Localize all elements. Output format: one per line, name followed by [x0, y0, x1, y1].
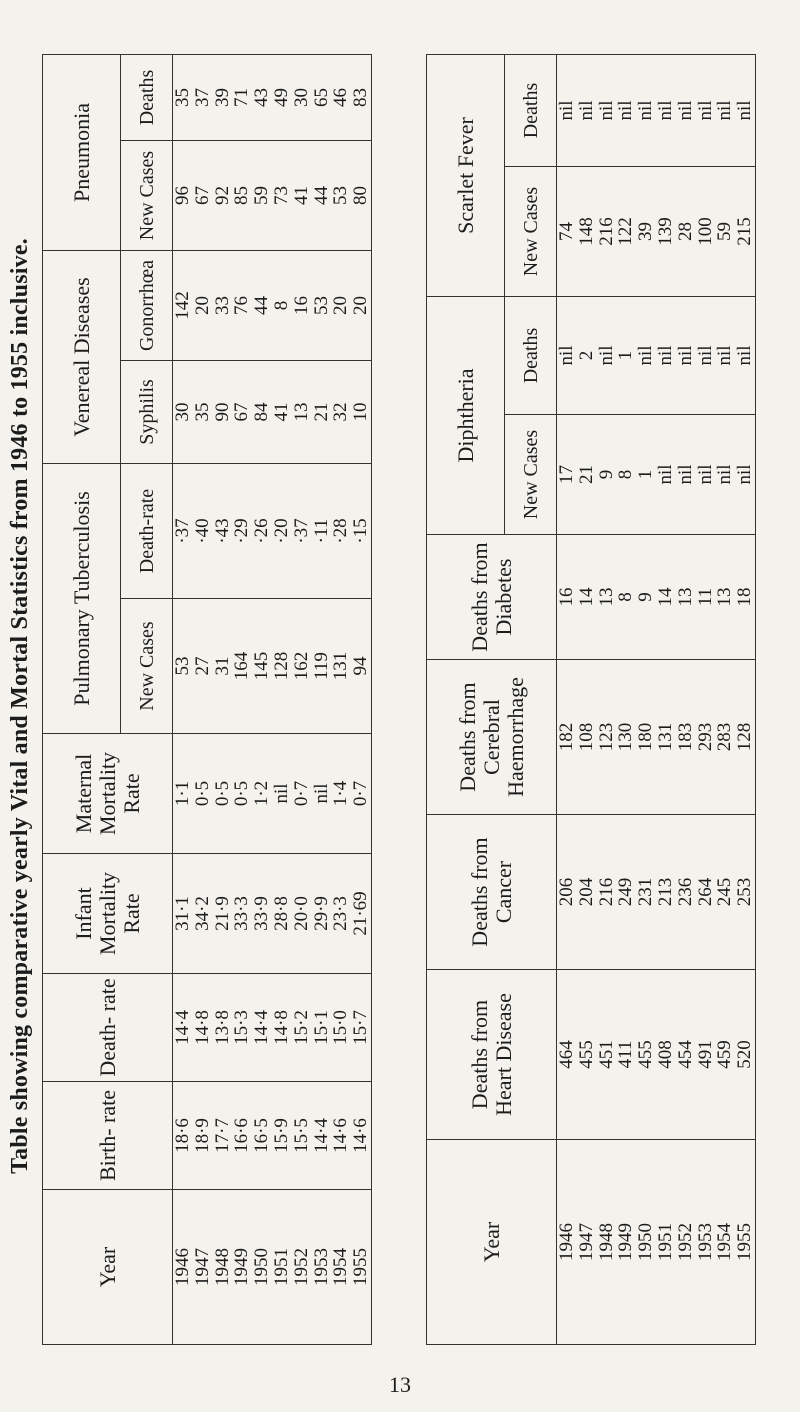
table-cell: 16·6 [231, 1118, 253, 1153]
infant-mortality-column [173, 854, 372, 974]
table-cell: 1951 [654, 1223, 676, 1261]
table-cell: 130 [615, 722, 637, 752]
header-syphilis: Syphilis [121, 361, 173, 464]
table-cell: 451 [595, 1040, 617, 1069]
table-cell: 29·9 [310, 896, 332, 931]
table-cell: 231 [635, 877, 657, 907]
table-cell: 131 [654, 722, 676, 752]
table-cell: 18·9 [191, 1118, 213, 1153]
table-cell: 123 [595, 722, 617, 752]
table-cell: nil [734, 100, 756, 121]
table-cell: 236 [674, 877, 696, 907]
table-cell: 164 [231, 651, 253, 681]
table-cell: 73 [270, 186, 292, 205]
heart-disease-column [557, 970, 756, 1140]
table-cell: 283 [714, 722, 736, 752]
table-cell: 14 [575, 587, 597, 607]
table-cell: nil [654, 464, 676, 485]
table-cell: 1948 [211, 1248, 233, 1286]
table-cell: 44 [251, 296, 273, 315]
table-cell: 464 [556, 1040, 577, 1069]
gonorrhoea-column [173, 251, 372, 361]
table-cell: 20·0 [290, 896, 312, 931]
diabetes-column [557, 535, 756, 660]
table-cell: 0·7 [350, 780, 372, 807]
table-cell: 20 [350, 296, 372, 315]
table-cell: nil [734, 464, 756, 485]
table-cell: 33·3 [231, 896, 253, 931]
table-cell: nil [694, 100, 716, 121]
table-cell: 1952 [290, 1248, 312, 1286]
table-cell: 14·6 [330, 1118, 352, 1153]
table-cell: 14·4 [310, 1118, 332, 1153]
table-cell: 0·5 [231, 780, 253, 807]
table-cell: ·26 [251, 518, 273, 544]
table-cell: 37 [191, 88, 213, 107]
header-year: Year [43, 1190, 173, 1345]
table-cell: 1 [635, 469, 657, 480]
table-cell: 8 [615, 592, 637, 602]
table-cell: nil [674, 100, 696, 121]
table-cell: 23·3 [330, 896, 352, 931]
header-scarlet-fever-deaths: Deaths [505, 54, 557, 166]
page-number: 13 [389, 1372, 411, 1397]
table-cell: 15·7 [350, 1010, 372, 1045]
table-cell: 41 [270, 402, 292, 422]
syphilis-column [173, 361, 372, 464]
table-cell: 28·8 [270, 896, 292, 931]
table-cell: 183 [674, 722, 696, 752]
table-cell: nil [734, 345, 756, 366]
table-cell: 1949 [615, 1223, 637, 1261]
mortality-statistics-table [426, 55, 756, 1345]
table-cell: nil [575, 100, 597, 121]
table-cell: 264 [694, 877, 716, 907]
table-cell: nil [595, 345, 617, 366]
table-cell: 28 [674, 222, 696, 241]
table-cell: 14·4 [251, 1010, 273, 1045]
table-cell: nil [556, 345, 577, 366]
table-cell: 20 [330, 296, 352, 315]
table-cell: 491 [694, 1040, 716, 1069]
table-cell: 162 [290, 651, 312, 681]
table-cell: 142 [172, 291, 193, 320]
table-cell: ·20 [270, 518, 292, 544]
table-cell: 53 [330, 186, 352, 205]
cerebral-haemorrhage-column [557, 660, 756, 815]
table-cell: 1947 [575, 1223, 597, 1261]
header-birth-rate: Birth- rate [43, 1082, 173, 1190]
table-cell: 1952 [674, 1223, 696, 1261]
table-cell: 21·9 [211, 896, 233, 931]
table-cell: 0·5 [211, 780, 233, 807]
table-cell: 1 [615, 350, 637, 361]
table-cell: 128 [270, 651, 292, 681]
table-cell: 15·5 [290, 1118, 312, 1153]
table-cell: 35 [172, 88, 193, 107]
table-cell: 122 [615, 217, 637, 246]
scarlet-fever-deaths-column [557, 54, 756, 166]
table-cell: 31 [211, 656, 233, 676]
table-cell: 27 [191, 656, 213, 676]
table-cell: 46 [330, 88, 352, 107]
table-cell: nil [694, 464, 716, 485]
table-cell: 39 [211, 88, 233, 107]
table-cell: nil [595, 100, 617, 121]
table-cell: ·11 [310, 518, 332, 544]
table-cell: 1947 [191, 1248, 213, 1286]
maternal-mortality-column [173, 734, 372, 854]
table-cell: nil [714, 100, 736, 121]
table-cell: 39 [635, 222, 657, 241]
header-pulmonary-tuberculosis: Pulmonary Tuberculosis [43, 464, 121, 734]
table-cell: 14·6 [350, 1118, 372, 1153]
table-cell: 67 [231, 402, 253, 422]
table-cell: 100 [694, 217, 716, 246]
table-cell: 9 [595, 469, 617, 480]
table-cell: 14·4 [172, 1010, 193, 1045]
header-infant-mortality-rate: Infant Mortality Rate [43, 854, 173, 974]
table-cell: 16 [556, 587, 577, 607]
pneumonia-deaths-column [173, 55, 372, 141]
table-cell: 18·6 [172, 1118, 193, 1153]
table-cell: nil [674, 345, 696, 366]
table-cell: nil [654, 100, 676, 121]
table-cell: ·40 [191, 518, 213, 544]
table-cell: 92 [211, 186, 233, 205]
table-cell: nil [556, 100, 577, 121]
table-cell: 455 [635, 1040, 657, 1069]
table-cell: 1950 [635, 1223, 657, 1261]
table-cell: 13·8 [211, 1010, 233, 1045]
table-cell: 21 [575, 465, 597, 484]
pneumonia-new-cases-column [173, 141, 372, 251]
table-cell: 32 [330, 402, 352, 422]
table-cell: 13 [290, 402, 312, 422]
table-cell: 1950 [251, 1248, 273, 1286]
table-cell: 31·1 [172, 896, 193, 931]
table-cell: 1954 [330, 1248, 352, 1286]
table-cell: nil [615, 100, 637, 121]
table-cell: 16 [290, 296, 312, 315]
table-cell: 59 [714, 222, 736, 241]
header-diphtheria: Diphtheria [427, 297, 505, 535]
table-cell: 1951 [270, 1248, 292, 1286]
page-title: Table showing comparative yearly Vital and Mortal Statistics from 1946 to 1955 inclusive. [6, 238, 33, 1174]
table-cell: 119 [310, 652, 332, 680]
header-scarlet-fever: Scarlet Fever [427, 54, 505, 296]
table-cell: 13 [595, 587, 617, 607]
table-cell: 49 [270, 88, 292, 107]
table-cell: 16·5 [251, 1118, 273, 1153]
table-cell: 83 [350, 88, 372, 107]
header-diphtheria-deaths: Deaths [505, 297, 557, 415]
table-cell: 13 [674, 587, 696, 607]
table-cell: 33 [211, 296, 233, 315]
table-cell: 145 [251, 651, 273, 681]
table-cell: 18 [734, 587, 756, 607]
table-cell: 14 [654, 587, 676, 607]
header-death-rate: Death- rate [43, 974, 173, 1082]
table-cell: 131 [330, 651, 352, 681]
table-cell: nil [694, 345, 716, 366]
table-cell: 14·8 [270, 1010, 292, 1045]
table-cell: 15·3 [231, 1010, 253, 1045]
table-cell: 1955 [734, 1223, 756, 1261]
year-column [173, 1190, 372, 1345]
table-cell: 1·1 [172, 780, 193, 807]
table-cell: 84 [251, 402, 273, 422]
table-cell: 10 [350, 402, 372, 422]
table-cell: 215 [734, 217, 756, 246]
table-cell: 293 [694, 722, 716, 752]
table-cell: 76 [231, 296, 253, 315]
table-cell: 1954 [714, 1223, 736, 1261]
table-cell: 1949 [231, 1248, 253, 1286]
table-cell: 67 [191, 186, 213, 205]
table-cell: 11 [694, 587, 716, 607]
table-cell: 1946 [556, 1223, 577, 1261]
table-cell: 53 [310, 296, 332, 315]
table-cell: nil [635, 100, 657, 121]
table-cell: 216 [595, 217, 617, 246]
header-scarlet-fever-new-cases: New Cases [505, 167, 557, 297]
header-heart-disease: Deaths from Heart Disease [427, 970, 557, 1140]
table-cell: 14·8 [191, 1010, 213, 1045]
table-cell: 41 [290, 186, 312, 205]
vital-statistics-table [42, 55, 372, 1345]
table-cell: 17 [556, 465, 577, 484]
table-cell: 30 [172, 402, 193, 422]
table-cell: 204 [575, 877, 597, 907]
table-cell: 96 [172, 186, 193, 205]
year-column-2 [557, 1140, 756, 1345]
header-maternal-mortality-rate: Maternal Mortality Rate [43, 734, 173, 854]
table-cell: 180 [635, 722, 657, 752]
table-cell: 0·7 [290, 780, 312, 807]
diphtheria-deaths-column [557, 297, 756, 415]
header-pneumonia: Pneumonia [43, 55, 121, 251]
table-cell: ·37 [172, 518, 193, 544]
header-year-2: Year [427, 1140, 557, 1345]
header-cerebral-haemorrhage: Deaths from Cerebral Haemorrhage [427, 660, 557, 815]
table-cell: 94 [350, 656, 372, 676]
tb-death-rate-column [173, 464, 372, 599]
header-cancer: Deaths from Cancer [427, 815, 557, 970]
table-cell: 15·2 [290, 1010, 312, 1045]
table-cell: 34·2 [191, 896, 213, 931]
table-cell: 90 [211, 402, 233, 422]
table-cell: 245 [714, 877, 736, 907]
table-cell: ·37 [290, 518, 312, 544]
table-cell: ·28 [330, 518, 352, 544]
table-cell: 21·69 [350, 891, 372, 936]
tb-new-cases-column [173, 599, 372, 734]
table-cell: 1953 [310, 1248, 332, 1286]
header-diabetes: Deaths from Diabetes [427, 535, 557, 660]
table-cell: 2 [575, 350, 597, 361]
table-cell: 249 [615, 877, 637, 907]
table-cell: 455 [575, 1040, 597, 1069]
table-cell: 53 [172, 656, 193, 676]
table-cell: nil [714, 345, 736, 366]
table-cell: 71 [231, 88, 253, 107]
table-cell: 454 [674, 1040, 696, 1069]
table-cell: 15·9 [270, 1118, 292, 1153]
table-cell: 43 [251, 88, 273, 107]
header-pneumonia-new-cases: New Cases [121, 141, 173, 251]
table-cell: nil [714, 464, 736, 485]
table-cell: 139 [654, 217, 676, 246]
cancer-column [557, 815, 756, 970]
table-cell: 35 [191, 402, 213, 422]
birth-rate-column [173, 1082, 372, 1190]
table-cell: 21 [310, 402, 332, 422]
table-cell: 108 [575, 722, 597, 752]
table-cell: 148 [575, 217, 597, 246]
header-pneumonia-deaths: Deaths [121, 55, 173, 141]
header-tb-new-cases: New Cases [121, 599, 173, 734]
table-cell: 15·0 [330, 1010, 352, 1045]
table-cell: 13 [714, 587, 736, 607]
table-cell: nil [654, 345, 676, 366]
table-cell: 216 [595, 877, 617, 907]
table-cell: 8 [615, 469, 637, 480]
table-cell: 213 [654, 877, 676, 907]
table-cell: ·29 [231, 518, 253, 544]
table-cell: 0·5 [191, 780, 213, 807]
table-cell: ·15 [350, 518, 372, 544]
table-cell: 182 [556, 722, 577, 752]
table-cell: 59 [251, 186, 273, 205]
table-cell: ·43 [211, 518, 233, 544]
table-cell: 80 [350, 186, 372, 205]
death-rate-column [173, 974, 372, 1082]
table-cell: 1·2 [251, 780, 273, 807]
table-cell: 20 [191, 296, 213, 315]
table-cell: 408 [654, 1040, 676, 1069]
table-cell: nil [310, 783, 332, 804]
header-diphtheria-new-cases: New Cases [505, 415, 557, 535]
table-cell: 459 [714, 1040, 736, 1069]
header-venereal-diseases: Venereal Diseases [43, 251, 121, 464]
table-cell: nil [635, 345, 657, 366]
table-cell: 8 [270, 300, 292, 311]
table-cell: 44 [310, 186, 332, 205]
table-cell: 253 [734, 877, 756, 907]
table-cell: 9 [635, 592, 657, 602]
table-cell: 206 [556, 877, 577, 907]
table-cell: 74 [556, 222, 577, 241]
diphtheria-new-cases-column [557, 415, 756, 535]
table-cell: 128 [734, 722, 756, 752]
table-cell: 1·4 [330, 780, 352, 807]
table-cell: 411 [615, 1040, 637, 1069]
table-cell: 30 [290, 88, 312, 107]
table-cell: 1955 [350, 1248, 372, 1286]
scarlet-fever-new-cases-column [557, 167, 756, 297]
table-cell: 15·1 [310, 1010, 332, 1045]
header-gonorrhoea: Gonorrhœa [121, 251, 173, 361]
table-cell: 1948 [595, 1223, 617, 1261]
table-cell: 85 [231, 186, 253, 205]
table-cell: nil [674, 464, 696, 485]
table-cell: 1946 [172, 1248, 193, 1286]
table-cell: nil [270, 783, 292, 804]
header-tb-death-rate: Death-rate [121, 464, 173, 599]
table-cell: 33·9 [251, 896, 273, 931]
table-cell: 65 [310, 88, 332, 107]
table-cell: 1953 [694, 1223, 716, 1261]
table-cell: 17·7 [211, 1118, 233, 1153]
table-cell: 520 [734, 1040, 756, 1069]
